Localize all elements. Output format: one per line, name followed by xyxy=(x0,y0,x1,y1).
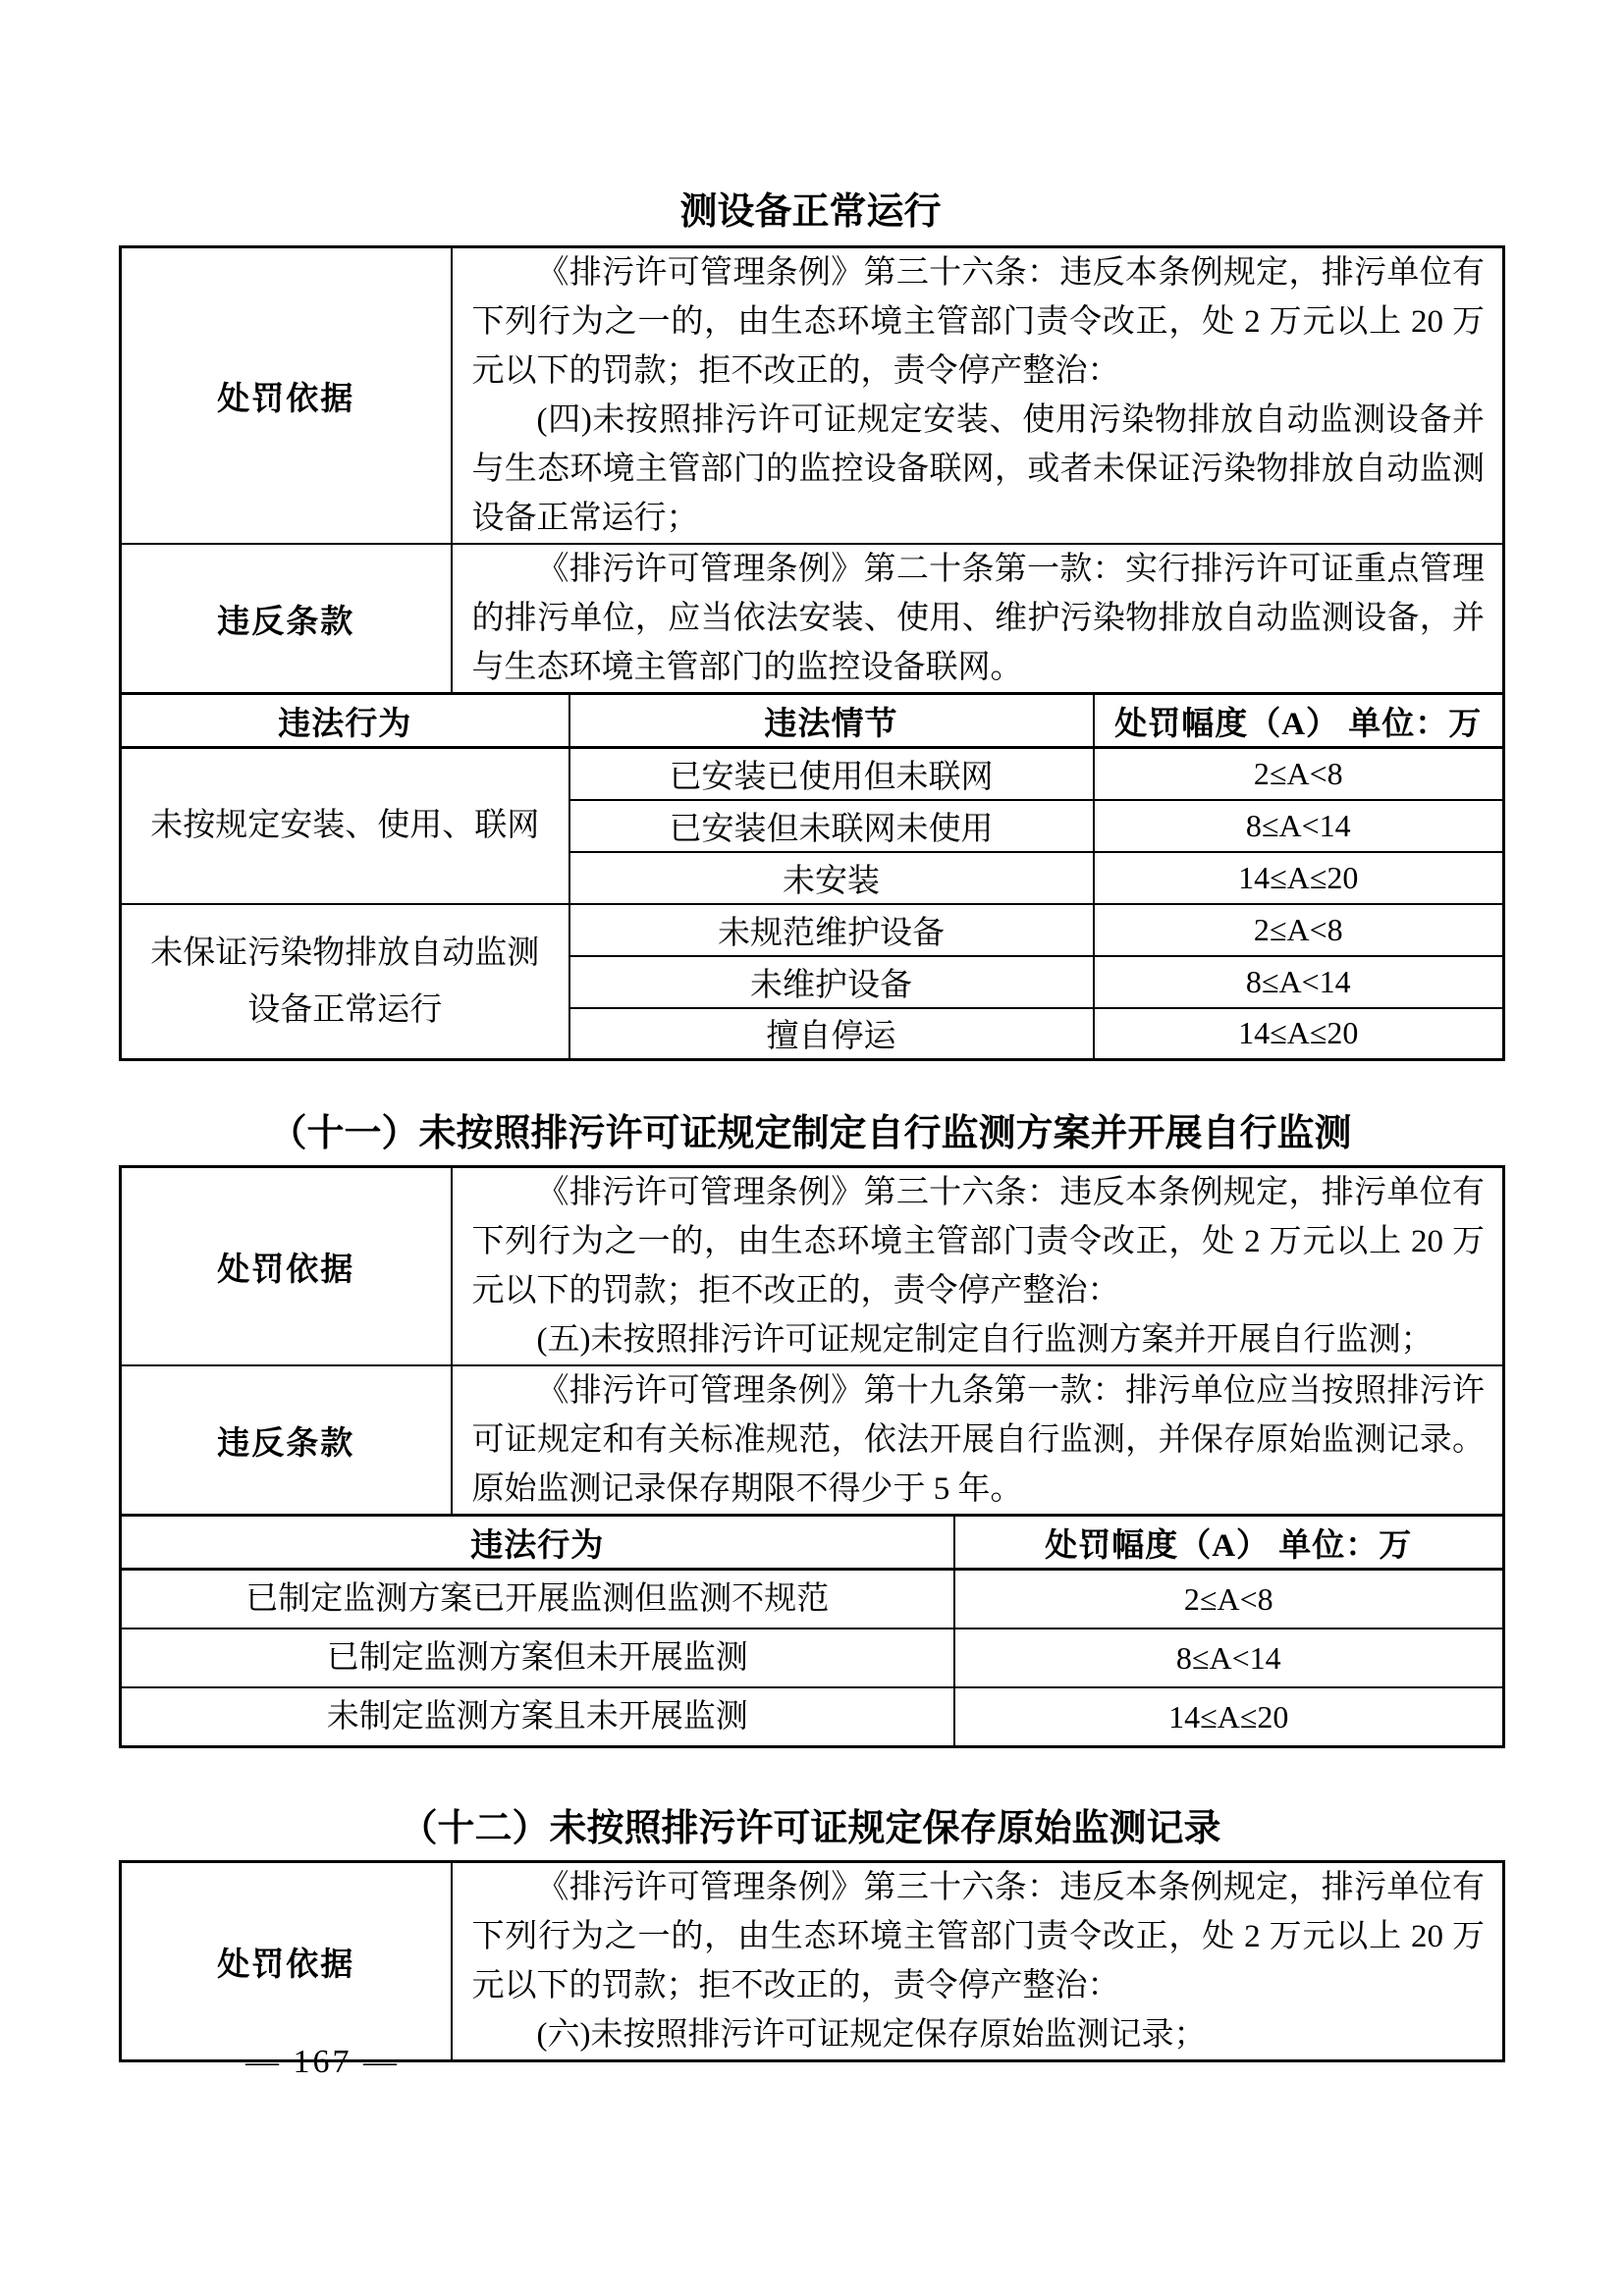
illegal-act-cell: 未制定监测方案且未开展监测 xyxy=(121,1687,954,1747)
range-cell: 2≤A<8 xyxy=(1094,748,1504,800)
range-cell: 2≤A<8 xyxy=(1094,904,1504,956)
range-cell: 8≤A<14 xyxy=(954,1629,1504,1687)
illegal-act-header: 违法行为 xyxy=(121,1516,954,1570)
illegal-circumstance-header: 违法情节 xyxy=(569,694,1094,748)
penalty-basis-text xyxy=(452,247,1504,545)
table-row xyxy=(121,1629,1504,1687)
penalty-basis-row xyxy=(121,247,1504,545)
range-cell: 14≤A≤20 xyxy=(1094,852,1504,904)
section12-table xyxy=(119,1860,1505,2062)
circumstance-cell: 未维护设备 xyxy=(569,956,1094,1008)
table-header-row xyxy=(121,1516,1504,1570)
range-cell: 8≤A<14 xyxy=(1094,800,1504,852)
illegal-act-cell: 未按规定安装、使用、联网 xyxy=(121,748,569,904)
table-row xyxy=(121,904,1504,956)
violated-clause-text xyxy=(452,1365,1504,1516)
table-row xyxy=(121,1687,1504,1747)
article36-paragraph: 《排污许可管理条例》第三十六条：违反本条例规定，排污单位有下列行为之一的，由生态环境主管部门责令改正，处 2 万元以上 20 万元以下的罚款；拒不改正的，责令停产整治： xyxy=(471,255,1485,389)
basis-item-paragraph: (五)未按照排污许可证规定制定自行监测方案并开展自行监测； xyxy=(536,1322,1434,1358)
violated-clause-label: 违反条款 xyxy=(121,544,452,694)
penalty-range-header: 处罚幅度（A） 单位：万 xyxy=(954,1516,1504,1570)
page-number: — 167 — xyxy=(245,2044,400,2080)
circumstance-cell: 未安装 xyxy=(569,852,1094,904)
table-row xyxy=(121,1570,1504,1629)
basis-item-paragraph: (六)未按照排污许可证规定保存原始监测记录； xyxy=(536,2017,1207,2053)
penalty-basis-label: 处罚依据 xyxy=(121,247,452,545)
circumstance-cell: 擅自停运 xyxy=(569,1008,1094,1060)
clause-paragraph: 《排污许可管理条例》第十九条第一款：排污单位应当按照排污许可证规定和有关标准规范，依法开展自行监测，并保存原始监测记录。原始监测记录保存期限不得少于 5 年。 xyxy=(471,1373,1485,1507)
penalty-basis-label: 处罚依据 xyxy=(121,1862,452,2061)
section12-heading: （十二）未按照排污许可证规定保存原始监测记录 xyxy=(400,1808,1221,1849)
clause-paragraph: 《排污许可管理条例》第二十条第一款：实行排污许可证重点管理的排污单位，应当依法安装、使用、维护污染物排放自动监测设备，并与生态环境主管部门的监控设备联网。 xyxy=(471,552,1485,685)
article36-paragraph: 《排污许可管理条例》第三十六条：违反本条例规定，排污单位有下列行为之一的，由生态环境主管部门责令改正，处 2 万元以上 20 万元以下的罚款；拒不改正的，责令停产整治： xyxy=(471,1870,1485,2003)
illegal-act-cell: 未保证污染物排放自动监测设备正常运行 xyxy=(121,904,569,1060)
penalty-basis-text xyxy=(452,1862,1504,2061)
range-cell: 14≤A≤20 xyxy=(1094,1008,1504,1060)
section10-table xyxy=(119,245,1505,1061)
illegal-act-cell: 已制定监测方案但未开展监测 xyxy=(121,1629,954,1687)
penalty-basis-row xyxy=(121,1862,1504,2061)
illegal-act-header: 违法行为 xyxy=(121,694,569,748)
violated-clause-label: 违反条款 xyxy=(121,1365,452,1516)
section11-table xyxy=(119,1165,1505,1748)
section11-heading: （十一）未按照排污许可证规定制定自行监测方案并开展自行监测 xyxy=(269,1113,1352,1154)
basis-item-paragraph: (四)未按照排污许可证规定安装、使用污染物排放自动监测设备并与生态环境主管部门的监控设备联网，或者未保证污染物排放自动监测设备正常运行； xyxy=(471,402,1485,536)
violated-clause-text xyxy=(452,544,1504,694)
range-cell: 2≤A<8 xyxy=(954,1570,1504,1629)
article36-paragraph: 《排污许可管理条例》第三十六条：违反本条例规定，排污单位有下列行为之一的，由生态环境主管部门责令改正，处 2 万元以上 20 万元以下的罚款；拒不改正的，责令停产整治： xyxy=(471,1175,1485,1308)
penalty-range-header: 处罚幅度（A） 单位：万 xyxy=(1094,694,1504,748)
violated-clause-row xyxy=(121,1365,1504,1516)
range-cell: 8≤A<14 xyxy=(1094,956,1504,1008)
penalty-basis-text xyxy=(452,1167,1504,1366)
penalty-basis-label: 处罚依据 xyxy=(121,1167,452,1366)
range-cell: 14≤A≤20 xyxy=(954,1687,1504,1747)
table-row xyxy=(121,748,1504,800)
continued-section-heading: 测设备正常运行 xyxy=(679,191,942,233)
table-header-row xyxy=(121,694,1504,748)
illegal-act-cell: 已制定监测方案已开展监测但监测不规范 xyxy=(121,1570,954,1629)
circumstance-cell: 已安装已使用但未联网 xyxy=(569,748,1094,800)
violated-clause-row xyxy=(121,544,1504,694)
penalty-basis-row xyxy=(121,1167,1504,1366)
circumstance-cell: 已安装但未联网未使用 xyxy=(569,800,1094,852)
circumstance-cell: 未规范维护设备 xyxy=(569,904,1094,956)
